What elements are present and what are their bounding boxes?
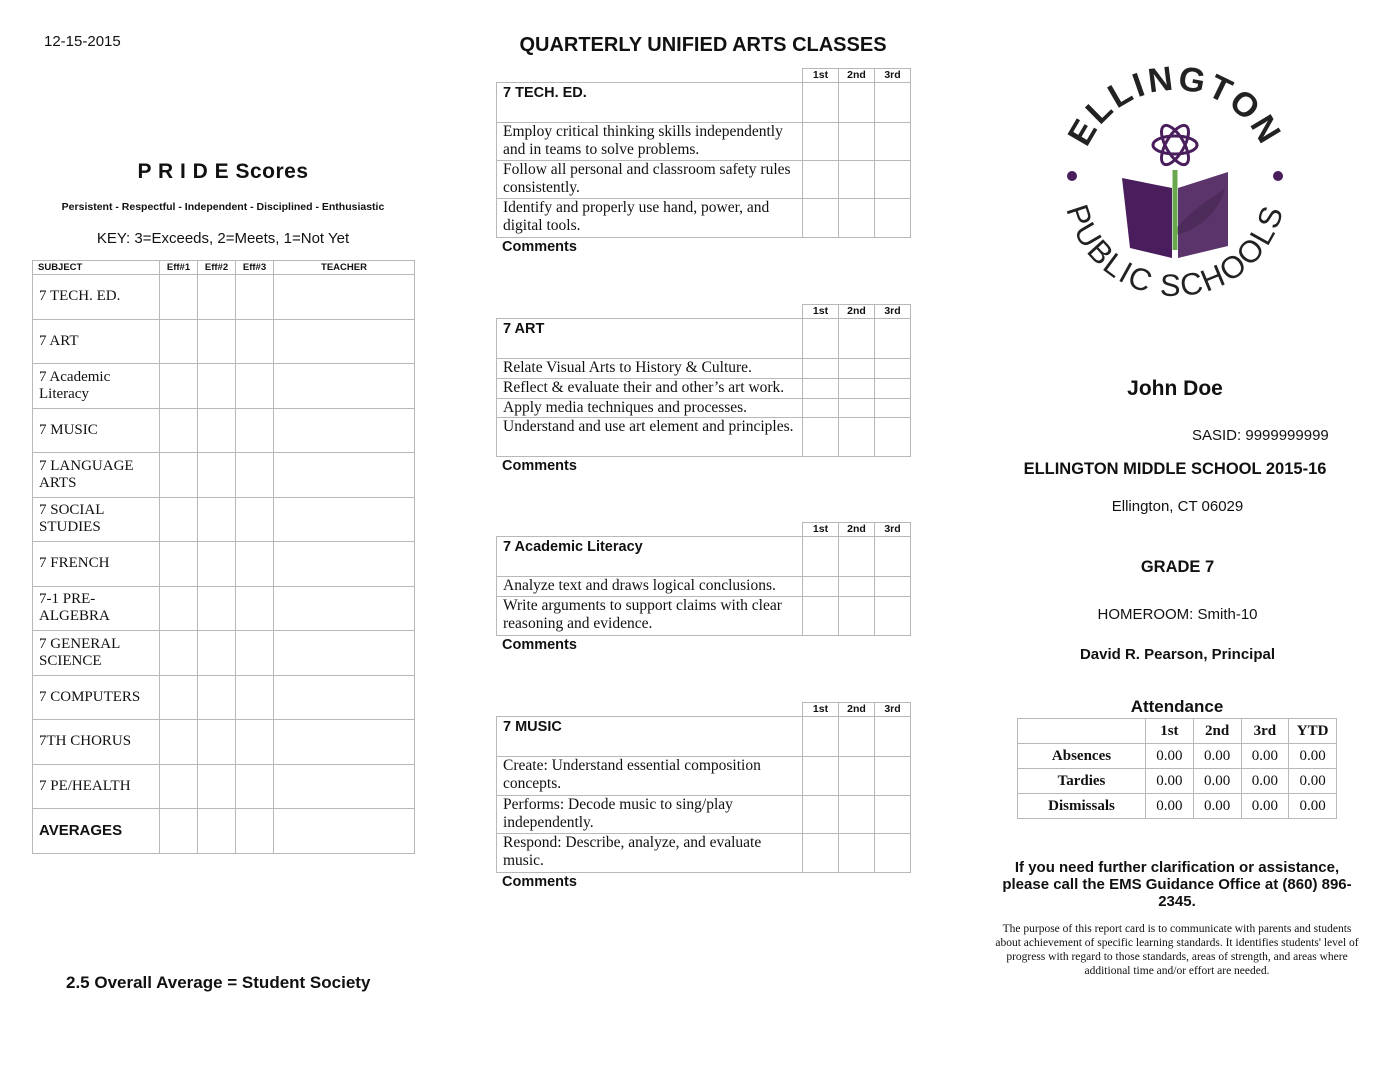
- standard-text: Apply media techniques and processes.: [497, 399, 803, 418]
- student-name: John Doe: [1127, 377, 1223, 400]
- attendance-header-q3: 3rd: [1241, 719, 1289, 744]
- pride-subject: 7 MUSIC: [33, 408, 160, 453]
- standard-row: [497, 597, 911, 636]
- grade-cell: [839, 123, 875, 161]
- attendance-header-row: [1018, 719, 1337, 744]
- pride-teacher-cell: [274, 542, 415, 587]
- pride-eff2-cell: [198, 408, 236, 453]
- pride-eff3-cell: [236, 275, 274, 320]
- pride-key: KEY: 3=Exceeds, 2=Meets, 1=Not Yet: [96, 230, 350, 247]
- pride-eff3-cell: [236, 319, 274, 364]
- pride-averages-label: AVERAGES: [33, 809, 160, 854]
- grade-cell: [875, 379, 911, 399]
- grade-cell: [875, 83, 911, 123]
- attendance-row: [1018, 769, 1337, 794]
- standard-row: [497, 161, 911, 199]
- attendance-header-q2: 2nd: [1193, 719, 1241, 744]
- pride-row: [33, 364, 415, 409]
- pride-teacher-cell: [274, 408, 415, 453]
- attendance-body: [1018, 744, 1337, 819]
- grade-cell: [803, 399, 839, 418]
- pride-subject: 7 LANGUAGE ARTS: [33, 453, 160, 498]
- pride-eff2-cell: [198, 720, 236, 765]
- pride-eff1-cell: [160, 497, 198, 542]
- grade-cell: [839, 319, 875, 359]
- pride-eff3-cell: [236, 497, 274, 542]
- pride-eff2-cell: [198, 542, 236, 587]
- logo-dot-right: [1273, 171, 1283, 181]
- pride-eff2-cell: [198, 364, 236, 409]
- school-name: ELLINGTON MIDDLE SCHOOL 2015-16: [1023, 460, 1327, 478]
- pride-eff3-cell: [236, 408, 274, 453]
- grade-cell: [839, 161, 875, 199]
- pride-row: [33, 586, 415, 631]
- pride-subject: 7 COMPUTERS: [33, 675, 160, 720]
- attendance-value: 0.00: [1241, 769, 1289, 794]
- grade-cell: [839, 796, 875, 834]
- standard-text: Employ critical thinking skills independently and in teams to solve problems.: [497, 123, 803, 161]
- unified-arts-title: QUARTERLY UNIFIED ARTS CLASSES: [519, 34, 887, 56]
- pride-eff1-cell: [160, 586, 198, 631]
- quarter-header-row: [497, 69, 911, 83]
- attendance-row-label: Dismissals: [1018, 794, 1146, 819]
- principal-name: David R. Pearson, Principal: [1079, 646, 1276, 663]
- standard-row: [497, 359, 911, 379]
- sasid: SASID: 9999999999: [1192, 427, 1329, 444]
- quarter-header-3rd: 3rd: [875, 703, 911, 717]
- unified-section-table: [496, 68, 911, 238]
- grade-cell: [803, 319, 839, 359]
- standard-row: [497, 834, 911, 873]
- comments-label: Comments: [502, 874, 577, 890]
- quarter-header-2nd: 2nd: [839, 703, 875, 717]
- attendance-value: 0.00: [1241, 744, 1289, 769]
- grade-cell: [875, 796, 911, 834]
- pride-eff2-cell: [198, 586, 236, 631]
- quarter-header-1st: 1st: [803, 523, 839, 537]
- grade-cell: [803, 834, 839, 873]
- grade-cell: [803, 83, 839, 123]
- pride-subject: 7-1 PRE-ALGEBRA: [33, 586, 160, 631]
- quarter-header-3rd: 3rd: [875, 69, 911, 83]
- standard-row: [497, 577, 911, 597]
- pride-row: [33, 275, 415, 320]
- pride-row: [33, 675, 415, 720]
- quarter-header-row: [497, 523, 911, 537]
- pride-row: [33, 631, 415, 676]
- standard-text: Create: Understand essential composition concepts.: [497, 757, 803, 796]
- quarter-header-row: [497, 703, 911, 717]
- pride-row: [33, 497, 415, 542]
- logo-top-text: ELLINGTON: [1060, 60, 1290, 153]
- pride-eff2-cell: [198, 675, 236, 720]
- grade-cell: [803, 379, 839, 399]
- quarter-header-2nd: 2nd: [839, 69, 875, 83]
- grade-cell: [803, 123, 839, 161]
- pride-teacher-cell: [274, 364, 415, 409]
- unified-section: [496, 702, 910, 890]
- standard-text: Write arguments to support claims with clear reasoning and evidence.: [497, 597, 803, 636]
- unified-section-table: [496, 304, 911, 457]
- attendance-row-label: Tardies: [1018, 769, 1146, 794]
- quarter-header-1st: 1st: [803, 69, 839, 83]
- grade-cell: [875, 399, 911, 418]
- grade-cell: [875, 537, 911, 577]
- grade-cell: [839, 577, 875, 597]
- grade-cell: [875, 359, 911, 379]
- pride-eff2-cell: [198, 631, 236, 676]
- unified-section: [496, 68, 910, 255]
- pride-teacher-cell: [274, 497, 415, 542]
- section-title: 7 TECH. ED.: [497, 83, 803, 123]
- pride-eff1-cell: [160, 275, 198, 320]
- grade-cell: [875, 161, 911, 199]
- pride-row: [33, 764, 415, 809]
- pride-eff2-cell: [198, 497, 236, 542]
- pride-header-eff1: Eff#1: [160, 261, 198, 275]
- quarter-header-blank: [497, 703, 803, 717]
- quarter-header-blank: [497, 305, 803, 319]
- grade-cell: [875, 717, 911, 757]
- pride-header-row: [33, 261, 415, 275]
- grade-cell: [839, 717, 875, 757]
- pride-subject: 7 Academic Literacy: [33, 364, 160, 409]
- pride-eff1-cell: [160, 675, 198, 720]
- grade-cell: [839, 399, 875, 418]
- grade-cell: [803, 796, 839, 834]
- standard-row: [497, 757, 911, 796]
- attendance-row-label: Absences: [1018, 744, 1146, 769]
- standard-text: Follow all personal and classroom safety rules consistently.: [497, 161, 803, 199]
- grade-cell: [839, 83, 875, 123]
- standard-row: [497, 796, 911, 834]
- pride-row: [33, 408, 415, 453]
- quarter-header-2nd: 2nd: [839, 523, 875, 537]
- unified-section: [496, 522, 910, 653]
- grade-cell: [875, 123, 911, 161]
- pride-subject: 7 FRENCH: [33, 542, 160, 587]
- standard-text: Reflect & evaluate their and other’s art work.: [497, 379, 803, 399]
- quarter-header-blank: [497, 69, 803, 83]
- attendance-value: 0.00: [1289, 744, 1337, 769]
- pride-header-teacher: TEACHER: [274, 261, 415, 275]
- pride-teacher-cell: [274, 631, 415, 676]
- pride-eff1-cell: [160, 408, 198, 453]
- grade-cell: [803, 418, 839, 457]
- report-date: 12-15-2015: [44, 33, 121, 50]
- section-title: 7 MUSIC: [497, 717, 803, 757]
- purpose-statement: The purpose of this report card is to communicate with parents and students about achievement of specific learning standards. It identifies students' level of progress with regard to those standards, areas of strength, and areas where additional time and/or effort are needed.: [995, 923, 1359, 977]
- pride-title: P R I D E Scores: [137, 160, 309, 183]
- grade-cell: [875, 757, 911, 796]
- grade-cell: [875, 834, 911, 873]
- grade-cell: [875, 577, 911, 597]
- grade-cell: [839, 757, 875, 796]
- section-title-row: [497, 319, 911, 359]
- standard-row: [497, 199, 911, 238]
- grade-cell: [803, 537, 839, 577]
- pride-teacher-cell: [274, 764, 415, 809]
- pride-averages-row: [33, 809, 415, 854]
- unified-section-table: [496, 522, 911, 636]
- section-title: 7 ART: [497, 319, 803, 359]
- pride-eff3-cell: [236, 542, 274, 587]
- comments-label: Comments: [502, 458, 577, 474]
- pride-eff3-cell: [236, 764, 274, 809]
- pride-subject: 7 TECH. ED.: [33, 275, 160, 320]
- grade-cell: [803, 161, 839, 199]
- pride-eff2-cell: [198, 275, 236, 320]
- pride-eff3-cell: [236, 453, 274, 498]
- overall-average-note: 2.5 Overall Average = Student Society: [66, 973, 371, 992]
- quarter-header-blank: [497, 523, 803, 537]
- grade-cell: [803, 597, 839, 636]
- unified-section: [496, 304, 910, 474]
- section-title-row: [497, 717, 911, 757]
- grade-cell: [839, 537, 875, 577]
- logo-book-left: [1122, 178, 1172, 258]
- standard-text: Respond: Describe, analyze, and evaluate music.: [497, 834, 803, 873]
- grade-cell: [875, 319, 911, 359]
- attendance-value: 0.00: [1289, 769, 1337, 794]
- grade-cell: [839, 597, 875, 636]
- section-title-row: [497, 537, 911, 577]
- pride-eff1-cell: [160, 364, 198, 409]
- pride-avg-eff3: [236, 809, 274, 854]
- guidance-contact-note: If you need further clarification or assistance, please call the EMS Guidance Office at (860) 896-2345.: [1002, 859, 1352, 910]
- quarter-header-3rd: 3rd: [875, 523, 911, 537]
- grade-cell: [839, 834, 875, 873]
- pride-teacher-cell: [274, 675, 415, 720]
- section-title: 7 Academic Literacy: [497, 537, 803, 577]
- homeroom: HOMEROOM: Smith-10: [1097, 606, 1258, 623]
- standard-row: [497, 123, 911, 161]
- attendance-table: [1017, 718, 1337, 819]
- pride-eff1-cell: [160, 720, 198, 765]
- standard-text: Identify and properly use hand, power, and digital tools.: [497, 199, 803, 238]
- pride-eff3-cell: [236, 675, 274, 720]
- attendance-value: 0.00: [1241, 794, 1289, 819]
- pride-teacher-cell: [274, 720, 415, 765]
- standard-row: [497, 418, 911, 457]
- quarter-header-1st: 1st: [803, 305, 839, 319]
- logo-bottom-text: PUBLIC SCHOOLS: [1059, 200, 1291, 304]
- standard-row: [497, 379, 911, 399]
- pride-body: [33, 275, 415, 854]
- grade-cell: [803, 199, 839, 238]
- pride-eff1-cell: [160, 542, 198, 587]
- pride-eff1-cell: [160, 453, 198, 498]
- unified-section-table: [496, 702, 911, 873]
- pride-row: [33, 720, 415, 765]
- pride-eff1-cell: [160, 319, 198, 364]
- grade-level: GRADE 7: [1140, 558, 1215, 576]
- pride-subject: 7 ART: [33, 319, 160, 364]
- grade-cell: [839, 418, 875, 457]
- standard-text: Understand and use art element and principles.: [497, 418, 803, 457]
- grade-cell: [875, 418, 911, 457]
- standard-text: Performs: Decode music to sing/play independently.: [497, 796, 803, 834]
- pride-row: [33, 319, 415, 364]
- pride-subject: 7 SOCIAL STUDIES: [33, 497, 160, 542]
- pride-eff1-cell: [160, 631, 198, 676]
- logo-book-right: [1178, 172, 1228, 258]
- comments-label: Comments: [502, 239, 577, 255]
- pride-eff1-cell: [160, 764, 198, 809]
- attendance-value: 0.00: [1193, 769, 1241, 794]
- pride-eff3-cell: [236, 720, 274, 765]
- grade-cell: [839, 199, 875, 238]
- pride-row: [33, 453, 415, 498]
- pride-subtitle: Persistent - Respectful - Independent - Disciplined - Enthusiastic: [61, 201, 385, 213]
- pride-eff3-cell: [236, 586, 274, 631]
- comments-label: Comments: [502, 637, 577, 653]
- attendance-value: 0.00: [1146, 769, 1194, 794]
- attendance-value: 0.00: [1193, 794, 1241, 819]
- section-title-row: [497, 83, 911, 123]
- grade-cell: [803, 577, 839, 597]
- attendance-row: [1018, 794, 1337, 819]
- grade-cell: [803, 717, 839, 757]
- pride-avg-eff1: [160, 809, 198, 854]
- pride-header-eff3: Eff#3: [236, 261, 274, 275]
- pride-eff3-cell: [236, 631, 274, 676]
- pride-teacher-cell: [274, 453, 415, 498]
- pride-teacher-cell: [274, 319, 415, 364]
- attendance-value: 0.00: [1146, 744, 1194, 769]
- pride-row: [33, 542, 415, 587]
- grade-cell: [839, 359, 875, 379]
- pride-scores-table: [32, 260, 415, 854]
- school-city: Ellington, CT 06029: [1111, 498, 1244, 515]
- attendance-header-q1: 1st: [1146, 719, 1194, 744]
- quarter-header-2nd: 2nd: [839, 305, 875, 319]
- pride-subject: 7TH CHORUS: [33, 720, 160, 765]
- attendance-value: 0.00: [1193, 744, 1241, 769]
- attendance-header-ytd: YTD: [1289, 719, 1337, 744]
- ellington-logo: [1050, 60, 1300, 310]
- pride-eff2-cell: [198, 319, 236, 364]
- standard-text: Relate Visual Arts to History & Culture.: [497, 359, 803, 379]
- attendance-header-blank: [1018, 719, 1146, 744]
- grade-cell: [803, 359, 839, 379]
- pride-teacher-cell: [274, 275, 415, 320]
- grade-cell: [803, 757, 839, 796]
- quarter-header-1st: 1st: [803, 703, 839, 717]
- pride-header-subject: SUBJECT: [33, 261, 160, 275]
- quarter-header-row: [497, 305, 911, 319]
- logo-dot-left: [1067, 171, 1077, 181]
- attendance-value: 0.00: [1289, 794, 1337, 819]
- grade-cell: [875, 199, 911, 238]
- pride-eff3-cell: [236, 364, 274, 409]
- pride-teacher-cell: [274, 586, 415, 631]
- grade-cell: [875, 597, 911, 636]
- pride-avg-teacher: [274, 809, 415, 854]
- pride-subject: 7 PE/HEALTH: [33, 764, 160, 809]
- pride-eff2-cell: [198, 453, 236, 498]
- standard-row: [497, 399, 911, 418]
- pride-eff2-cell: [198, 764, 236, 809]
- pride-header-eff2: Eff#2: [198, 261, 236, 275]
- logo-atom-icon: [1153, 121, 1197, 168]
- pride-avg-eff2: [198, 809, 236, 854]
- attendance-value: 0.00: [1146, 794, 1194, 819]
- grade-cell: [839, 379, 875, 399]
- attendance-title: Attendance: [1130, 697, 1224, 716]
- pride-subject: 7 GENERAL SCIENCE: [33, 631, 160, 676]
- attendance-row: [1018, 744, 1337, 769]
- quarter-header-3rd: 3rd: [875, 305, 911, 319]
- standard-text: Analyze text and draws logical conclusions.: [497, 577, 803, 597]
